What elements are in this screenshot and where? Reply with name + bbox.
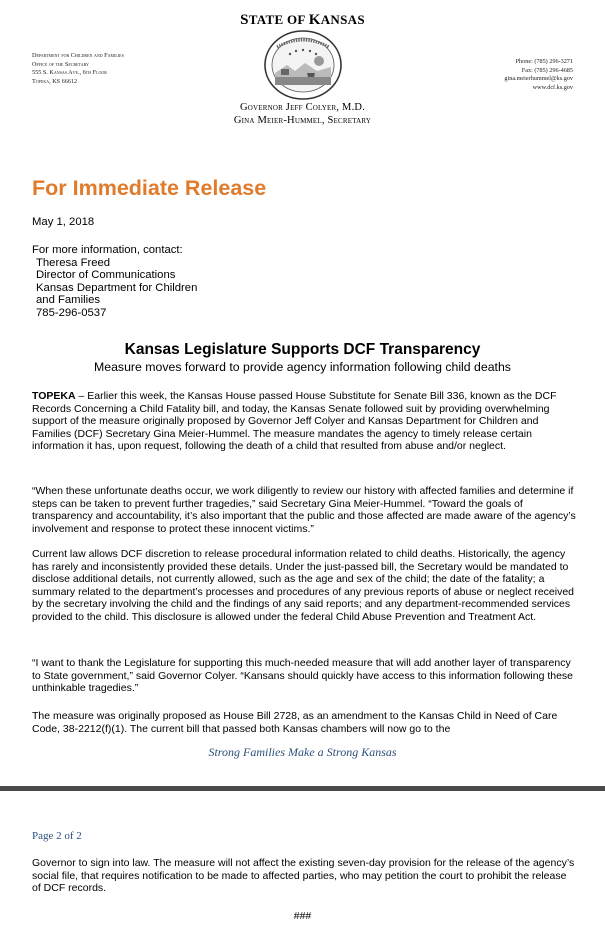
address-line: 555 S. Kansas Ave., 6th Floor [32,69,107,77]
website-link[interactable]: www.dcf.ks.gov [532,83,573,91]
contact-block [504,58,573,92]
contact-line: and Families [36,294,101,306]
contact-line: Kansas Department for Children [36,281,198,294]
phone-line: Phone: (785) 296-3271 [515,58,573,65]
end-mark: ### [293,910,312,922]
release-title: For Immediate Release [32,176,267,200]
address-line: Department for Children and Families [32,52,124,59]
paragraph-6: Governor to sign into law. The measure will not affect the existing seven-day provision for the release of the agency’s social file, that requires notification to be made to affected parties, who may petition the court to prohibit the release of DCF records. [32,857,575,894]
page-number: Page 2 of 2 [32,830,82,842]
secretary-line: Gina Meier-Hummel, Secretary [233,115,372,126]
paragraph-1: TOPEKA – Earlier this week, the Kansas House passed House Substitute for Senate Bill 336, known as the DCF Records Concerning a Child Fatality bill, and today, the Kansas Senate followed suit by providing overwhelming support of the measure originally proposed by Governor Jeff Colyer and Kansas Department for Children and Families (DCF) Secretary Gina Meier-Hummel. The measure mandates the agency to timely release certain information it has, upon request, following the death of a child that resulted from abuse and/or neglect. [32,390,557,452]
contact-intro: For more information, contact: [32,244,183,256]
contact-line: Theresa Freed [36,256,111,269]
paragraph-5: The measure was originally proposed as House Bill 2728, as an amendment to the Kansas Child in Need of Care Code, 38-2212(f)(1). The current bill that passed both Kansas chambers will now go to the [32,710,558,735]
paragraph-3: Current law allows DCF discretion to release procedural information related to child deaths. Historically, the agency has rarely and inconsistently provided these details. Under the just-passed bill, the Secretary would be mandated to disclose additional details, not currently allowed, such as the age and sex of the child; the date of the fatality; a summary related to the department’s processes and procedures of any previous reports of abuse or neglect received by the secretary involving the child and the findings of any said reports; and any department-recommended services provided to the child. This disclosure is allowed under the federal Child Abuse Prevention and Treatment Act. [32,548,575,623]
fax-line: Fax: (785) 296-4685 [521,66,573,74]
state-title: STATE OF KANSAS [240,12,365,28]
governor-line: Governor Jeff Colyer, M.D. [239,102,366,113]
state-seal-image [261,29,345,101]
paragraph-2: “When these unfortunate deaths occur, we work diligently to review our history with affected families and determine if steps can be taken to prevent further tragedies,” said Secretary Gina Meier-Hummel. “Toward the goals of transparency and accountability, it’s also important that the public and those affected are made aware of the agency’s involvement and response to protect these innocent victims.” [32,485,576,535]
contact-line: 785-296-0537 [36,306,107,319]
email-link[interactable]: gina.meierhummel@ks.gov [504,75,573,83]
media-contact [32,244,197,319]
dateline: TOPEKA [32,390,76,402]
footer-tagline: Strong Families Make a Strong Kansas [208,745,397,759]
headline: Kansas Legislature Supports DCF Transparency [124,341,481,358]
page-divider [0,786,605,791]
subheadline: Measure moves forward to provide agency information following child deaths [94,360,511,374]
address-line: Topeka, KS 66612 [32,77,78,85]
officials-block [0,101,605,127]
department-address [32,52,124,86]
paragraph-4: “I want to thank the Legislature for supporting this much-needed measure that will add another layer of transparency to State government,” said Governor Colyer. “Kansans should quickly have access to this information following these unthinkable tragedies.” [32,657,574,694]
release-date: May 1, 2018 [32,216,95,228]
contact-line: Director of Communications [36,269,176,281]
address-line: Office of the Secretary [32,60,89,68]
